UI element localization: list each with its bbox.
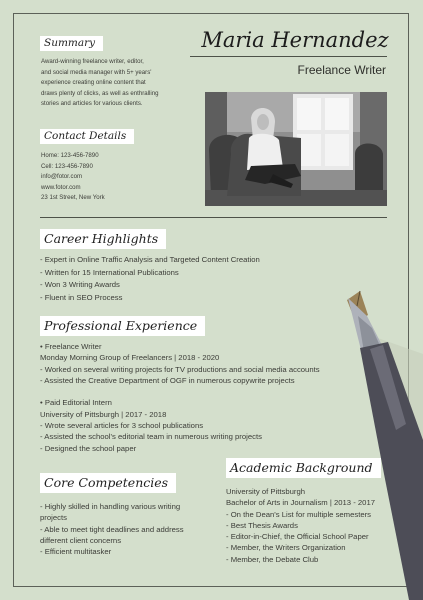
competency-line: - Efficient multitasker xyxy=(40,547,112,557)
career-heading: Career Highlights xyxy=(40,229,166,249)
name-underline xyxy=(190,56,387,57)
academic-heading: Academic Background xyxy=(226,458,381,478)
profile-photo xyxy=(205,92,387,206)
summary-line: stories and articles for various clients. xyxy=(41,100,143,108)
competency-line: different client concerns xyxy=(40,535,122,545)
competencies-heading: Core Competencies xyxy=(40,473,176,493)
competencies-list xyxy=(40,501,184,557)
academic-line: University of Pittsburgh xyxy=(226,487,306,496)
career-item: - Won 3 Writing Awards xyxy=(40,280,120,290)
summary-heading: Summary xyxy=(40,36,103,51)
experience-line: • Freelance Writer xyxy=(40,342,102,351)
contact-heading: Contact Details xyxy=(40,129,134,144)
academic-line: - On the Dean's List for multiple semesters xyxy=(226,509,372,519)
experience-list xyxy=(40,341,320,454)
summary-line: experience creating online content that xyxy=(41,79,146,87)
contact-website: www.fotor.com xyxy=(41,183,81,191)
experience-line: - Wrote several articles for 3 school publications xyxy=(40,421,204,431)
contact-address: 23 1st Street, New York xyxy=(41,194,105,202)
experience-spacer xyxy=(40,386,320,397)
experience-line: - Assisted the school's editorial team in numerous writing projects xyxy=(40,432,262,442)
career-list xyxy=(40,254,260,305)
experience-line: Monday Morning Group of Freelancers | 2018 - 2020 xyxy=(40,353,220,363)
career-item: - Expert in Online Traffic Analysis and Targeted Content Creation xyxy=(40,255,260,264)
experience-line: • Paid Editorial Intern xyxy=(40,398,112,408)
competency-line: - Highly skilled in handling various writing xyxy=(40,502,181,511)
job-title: Freelance Writer xyxy=(297,63,386,77)
experience-line: - Worked on several writing projects for TV productions and social media accounts xyxy=(40,364,320,374)
career-item: - Written for 15 International Publications xyxy=(40,267,179,277)
contact-text xyxy=(41,151,105,204)
summary-line: and social media manager with 5+ years' xyxy=(41,68,152,76)
experience-line: - Designed the school paper xyxy=(40,443,137,453)
academic-line: - Member, the Writers Organization xyxy=(226,543,346,553)
academic-line: - Best Thesis Awards xyxy=(226,520,298,530)
contact-home: Home: 123-456-7890 xyxy=(41,152,99,159)
career-item: - Fluent in SEO Process xyxy=(40,293,123,303)
academic-line: - Member, the Debate Club xyxy=(226,554,319,564)
section-divider xyxy=(40,217,387,218)
experience-line: - Assisted the Creative Department of OGF in numerous copywrite projects xyxy=(40,375,295,385)
academic-list xyxy=(226,486,375,565)
experience-line: University of Pittsburgh | 2017 - 2018 xyxy=(40,409,167,419)
competency-line: projects xyxy=(40,513,67,523)
summary-line: Award-winning freelance writer, editor, xyxy=(41,58,144,65)
experience-heading: Professional Experience xyxy=(40,316,205,336)
summary-text xyxy=(41,57,159,110)
summary-line: draws plenty of clicks, as well as enthralling xyxy=(41,89,159,97)
contact-cell: Cell: 123-456-7890 xyxy=(41,162,93,170)
academic-line: Bachelor of Arts in Journalism | 2013 - 2017 xyxy=(226,498,375,508)
competency-line: - Able to meet tight deadlines and address xyxy=(40,524,184,534)
contact-email: info@fotor.com xyxy=(41,173,83,181)
candidate-name: Maria Hernandez xyxy=(201,28,389,52)
academic-line: - Editor-in-Chief, the Official School Paper xyxy=(226,532,369,542)
